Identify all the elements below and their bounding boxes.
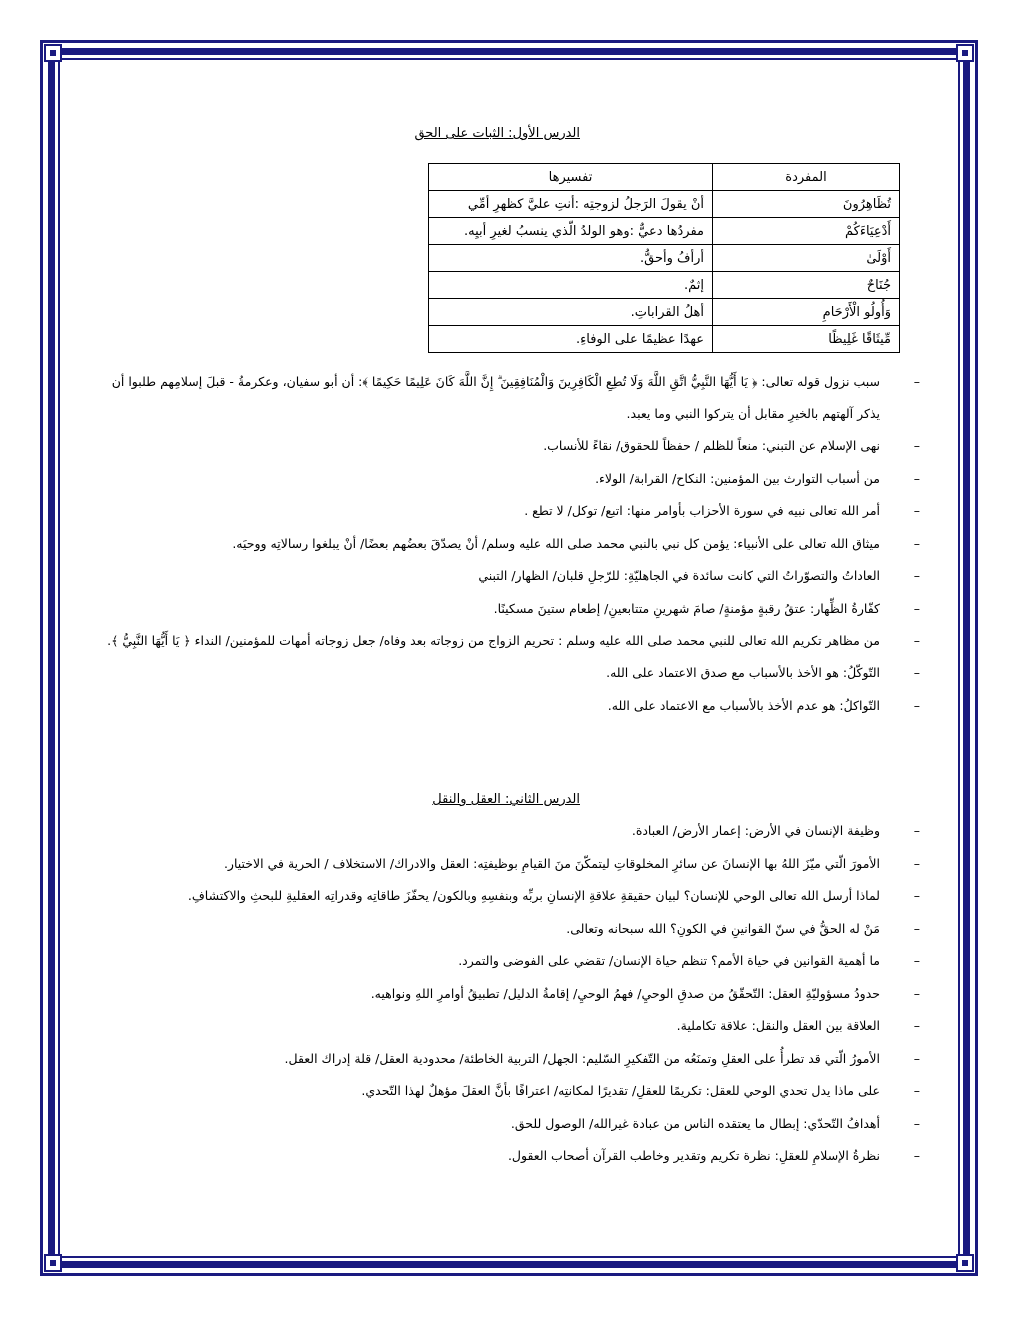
bullet-dash-icon: – (913, 568, 920, 583)
lesson2-points (105, 815, 920, 1173)
list-item (105, 495, 920, 528)
vocab-word: أَدْعِيَاءَكُمْ (713, 218, 900, 245)
point-text: حدودُ مسؤوليّةِ العقل: التّحقّقُ من صدقِ الوحيِ/ فهمُ الوحيِ/ إقامةُ الدليل/ تطبيقُ أوامرِ اللهِ ونواهيه. (370, 985, 880, 1001)
header-word: المفردة (713, 164, 900, 191)
list-item (105, 1075, 920, 1108)
point-text: وظيفة الإنسان في الأرض: إعمار الأرض/ العبادة. (631, 823, 880, 838)
bullet-dash-icon: – (913, 697, 920, 713)
point-text: من أسباب التوارث بين المؤمنين: النكاح/ القرابة/ الولاء. (595, 470, 880, 486)
list-item (105, 1140, 920, 1173)
list-item (105, 560, 920, 593)
bullet-dash-icon: – (913, 985, 920, 1001)
list-item (105, 848, 920, 881)
vocab-word: مِّيثَاقًا غَلِيظًا (713, 326, 900, 353)
bullet-dash-icon: – (913, 1115, 920, 1131)
list-item (105, 880, 920, 913)
point-text: الأمورَ الّتي ميّزَ اللهُ بها الإنسانَ عن سائرِ المخلوقاتِ ليتمكّنَ منَ القيامِ بوظيفتِه: العقل والادراك/ الاستخلاف / الحرية في الاختيار. (223, 855, 880, 871)
bullet-dash-icon: – (913, 1018, 920, 1033)
point-text: ما أهمية القوانين في حياة الأمم؟ تنظم حياة الإنسان/ تقضي على الفوضى والتمرد. (458, 953, 880, 968)
lesson2-title: الدرس الثاني: العقل والنقل (432, 792, 580, 807)
bullet-dash-icon: – (913, 1148, 920, 1163)
list-item (105, 690, 920, 723)
vocab-meaning: أرأفُ وأحقُّ. (429, 245, 713, 272)
point-text: من مظاهر تكريم الله تعالى للنبي محمد صلى الله عليه وسلم : تحريم الزواج من زوجاته بعد وفاه/ جعل زوجاته أمهات للمؤمنين/ النداء ﴿ يَا أَيُّهَا النَّبِيُّ ﴾. (107, 633, 880, 648)
bullet-dash-icon: – (913, 888, 920, 903)
point-text: نظرةُ الإسلامِ للعقلِ: نظرة تكريم وتقدير وخاطب القرآن أصحاب العقول. (507, 1148, 880, 1163)
bullet-dash-icon: – (913, 438, 920, 453)
bullet-dash-icon: – (913, 1050, 920, 1066)
point-text: التّواكلُ: هو عدم الأخذ بالأسباب مع الاعتماد على الله. (607, 697, 880, 713)
point-text: ميثاق الله تعالى على الأنبياء: يؤمن كل نبي بالنبي محمد صلى الله عليه وسلم/ أنْ يصدّقَ بعضُهم بعضًا/ أنْ يبلغوا رسالاتِه ووحيَه. (232, 535, 880, 551)
list-item (105, 528, 920, 561)
bullet-dash-icon: – (913, 855, 920, 871)
vocab-word: أَوْلَىٰ (713, 245, 900, 272)
bullet-dash-icon: – (913, 374, 920, 389)
lesson1-points (105, 366, 920, 722)
vocab-word: جُنَاحٌ (713, 272, 900, 299)
list-item (105, 1043, 920, 1076)
vocab-meaning: عهدًا عظيمًا على الوفاءِ. (429, 326, 713, 353)
vocabulary-table (428, 163, 900, 353)
point-text: العاداتُ والتصوّراتُ التي كانت سائدة في الجاهليّةِ: للرّجلِ قلبان/ الظهار/ التبني (478, 568, 880, 583)
corner-ornament-top-left (44, 44, 62, 62)
point-text: على ماذا يدل تحدي الوحي للعقل: تكريمًا للعقلِ/ تقديرًا لمكانتِه/ اعترافًا بأنَّ العقلَ مؤهلٌ لهذا التّحدي. (361, 1083, 880, 1098)
list-item (105, 815, 920, 848)
point-text: العلاقة بين العقل والنقل: علاقة تكاملية. (676, 1018, 880, 1033)
bullet-dash-icon: – (913, 633, 920, 648)
list-item (105, 657, 920, 690)
lesson1-title: الدرس الأول: الثبات على الحق (414, 126, 580, 141)
header-meaning: تفسيرها (429, 164, 713, 191)
bullet-dash-icon: – (913, 1083, 920, 1098)
point-text: أهدافُ التّحدّي: إبطال ما يعتقده الناس من عبادة غيرالله/ الوصول للحق. (510, 1115, 880, 1131)
vocab-meaning: أهلُ القراباتِ. (429, 299, 713, 326)
list-item (105, 1108, 920, 1141)
list-item (105, 366, 920, 430)
table-row (429, 326, 900, 353)
vocab-word: تُظَاهِرُونَ (713, 191, 900, 218)
list-item (105, 913, 920, 946)
bullet-dash-icon: – (913, 535, 920, 551)
list-item (105, 625, 920, 657)
table-row (429, 218, 900, 245)
point-text: التّوكّلُ: هو الأخذ بالأسباب مع صدق الاعتماد على الله. (606, 665, 880, 680)
list-item (105, 463, 920, 496)
table-row (429, 245, 900, 272)
point-text: لماذا أرسل الله تعالى الوحي للإنسان؟ لبيان حقيقةِ علاقةِ الإنسانِ بربِّه وبنفسِهِ وبالكون/ يحفّزَ طاقاتِه وقدراتِه العقليةِ للبحثِ والاكتشافِ. (187, 888, 880, 903)
table-row (429, 299, 900, 326)
list-item (105, 1010, 920, 1043)
bullet-dash-icon: – (913, 600, 920, 616)
point-text: سبب نزول قوله تعالى: ﴿ يَا أَيُّهَا النَّبِيُّ اتَّقِ اللَّهَ وَلَا تُطِعِ الْكَافِرِينَ وَالْمُنَافِقِينَ ۗ إِنَّ اللَّهَ كَانَ عَلِيمًا حَكِيمًا ﴾: أن أبو سفيان، وعكرمةُ - قبلَ إسلامِهم طلبوا أن يذكر آلهتهم بالخيرِ مقابل أن يتركوا النبي وما يعبد. (111, 374, 880, 421)
bullet-dash-icon: – (913, 823, 920, 838)
point-text: أمر الله تعالى نبيه في سورة الأحزاب بأوامر منها: اتبع/ توكل/ لا تطع . (524, 503, 880, 518)
table-header-row (429, 164, 900, 191)
point-text: الأمورُ الّتي قد تطرأُ على العقلِ وتمنَعُه من التّفكيرِ السّليم: الجهل/ التربية الخاطئة/ محدودية العقل/ قلة إدراك العقل. (284, 1050, 880, 1066)
point-text: كفّارةُ الظِّهار: عتقُ رقبةٍ مؤمنةٍ/ صامَ شهرينِ متتابعينِ/ إطعام ستينَ مسكينًا. (493, 600, 880, 616)
table-row (429, 272, 900, 299)
bullet-dash-icon: – (913, 470, 920, 486)
vocab-meaning: مفردُها دعيٌّ :وهو الولدُ الّذي ينسبُ لغيرِ أبيِه. (429, 218, 713, 245)
list-item (105, 945, 920, 978)
bullet-dash-icon: – (913, 503, 920, 518)
corner-ornament-bottom-right (956, 1254, 974, 1272)
bullet-dash-icon: – (913, 920, 920, 936)
point-text: نهى الإسلام عن التبني: منعاً للظلم / حفظاً للحقوق/ نقاءً للأنساب. (543, 438, 880, 453)
corner-ornament-bottom-left (44, 1254, 62, 1272)
list-item (105, 430, 920, 463)
vocab-word: وَأُولُو الْأَرْحَامِ (713, 299, 900, 326)
table-row (429, 191, 900, 218)
bullet-dash-icon: – (913, 953, 920, 968)
vocab-meaning: إثمٌ. (429, 272, 713, 299)
bullet-dash-icon: – (913, 665, 920, 680)
corner-ornament-top-right (956, 44, 974, 62)
list-item (105, 978, 920, 1011)
list-item (105, 593, 920, 626)
point-text: مَنْ له الحقُّ في سنّ القوانينِ في الكونِ؟ الله سبحانه وتعالى. (566, 920, 880, 936)
vocab-meaning: أنْ يقولَ الرَجلُ لزوجتِه :أنتِ عليَّ كظهرِ أمِّي (429, 191, 713, 218)
